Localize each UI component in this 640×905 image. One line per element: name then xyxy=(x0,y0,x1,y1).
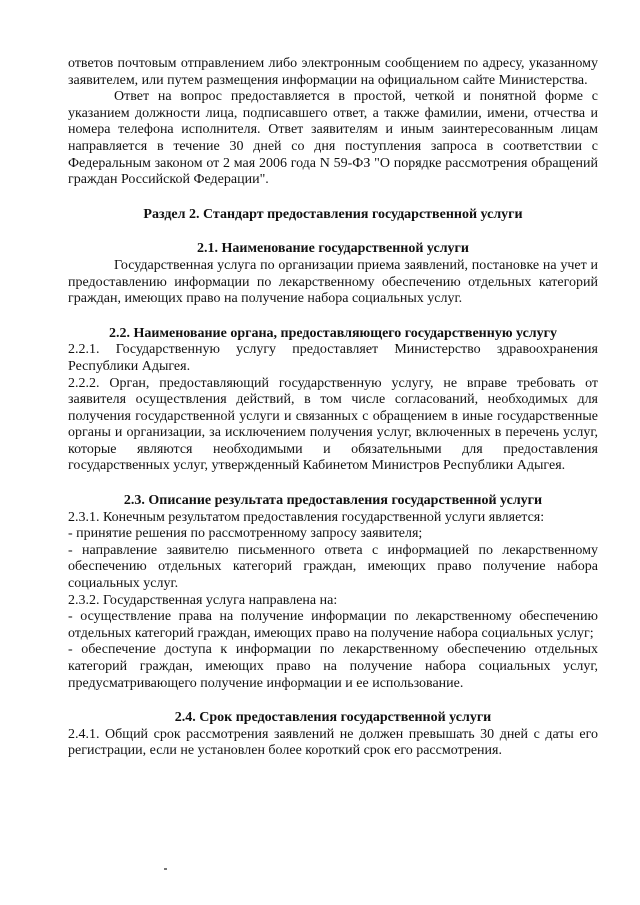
list-item-right-to-info: - осуществление права на получение информации по лекарственному обеспечению отдельных категорий граждан, имеющих право на получение набора социальных услуг; xyxy=(68,609,598,641)
paragraph-response-delivery: ответов почтовым отправлением либо электронным сообщением по адресу, указанному заявителем, или путем размещения информации на официальном сайте Министерства. xyxy=(68,56,598,88)
paragraph-2-3-1: 2.3.1. Конечным результатом предоставления государственной услуги является: xyxy=(68,509,545,525)
paragraph-2-3-2: 2.3.2. Государственная услуга направлена на: xyxy=(68,592,338,608)
list-item-decision: - принятие решения по рассмотренному запросу заявителя; xyxy=(68,526,423,542)
subsection-2-4-title: 2.4. Срок предоставления государственной услуги xyxy=(174,710,492,726)
list-item-written-answer: - направление заявителю письменного ответа с информацией по лекарственному обеспечению отдельных категорий граждан, имеющих право получение набора социальных услуг. xyxy=(68,542,598,592)
document-page xyxy=(68,56,598,760)
scan-artifact-mark xyxy=(164,868,167,870)
list-item-access-to-info: - обеспечение доступа к информации по лекарственному обеспечению отдельных категорий граждан, имеющих право на получение набора социальных услуг, предусматривающего получение информации и ее использование. xyxy=(68,642,598,691)
subsection-2-2-title: 2.2. Наименование органа, предоставляющего государственную услугу xyxy=(108,325,558,341)
section-2-title: Раздел 2. Стандарт предоставления государственной услуги xyxy=(143,206,523,222)
subsection-2-3-title: 2.3. Описание результата предоставления государственной услуги xyxy=(123,493,543,509)
paragraph-response-form: Ответ на вопрос предоставляется в простой, четкой и понятной форме с указанием должности лица, подписавшего ответ, а также фамилии, имени, отчества и номера телефона исполнителя. Ответ заявителям и иным заинтересованным лицам направляется в течение 30 дней со дня поступления запроса в соответствии с Федеральным законом от 2 мая 2006 года N 59-ФЗ "О порядке рассмотрения обращений граждан Российской Федерации". xyxy=(68,89,598,188)
paragraph-2-4-1: 2.4.1. Общий срок рассмотрения заявлений не должен превышать 30 дней с даты его регистрации, если не установлен более короткий срок его рассмотрения. xyxy=(68,726,598,759)
paragraph-2-2-1: 2.2.1. Государственную услугу предоставляет Министерство здравоохранения Республики Адыгея. xyxy=(68,342,598,374)
paragraph-2-2-2: 2.2.2. Орган, предоставляющий государственную услугу, не вправе требовать от заявителя осуществления действий, в том числе согласований, необходимых для получения государственной услуги и связанных с обращением в иные государственные органы и организации, за исключением получения услуг, включенных в перечень услуг, которые являются необходимыми и обязательными для предоставления государственных услуг, утвержденный Кабинетом Министров Республики Адыгея. xyxy=(68,375,598,474)
subsection-2-1-title: 2.1. Наименование государственной услуги xyxy=(197,241,469,257)
subsection-2-1-text: Государственная услуга по организации приема заявлений, постановке на учет и предоставлению информации по лекарственному обеспечению отдельных категорий граждан, имеющих право на получение набора социальных услуг. xyxy=(68,257,598,307)
